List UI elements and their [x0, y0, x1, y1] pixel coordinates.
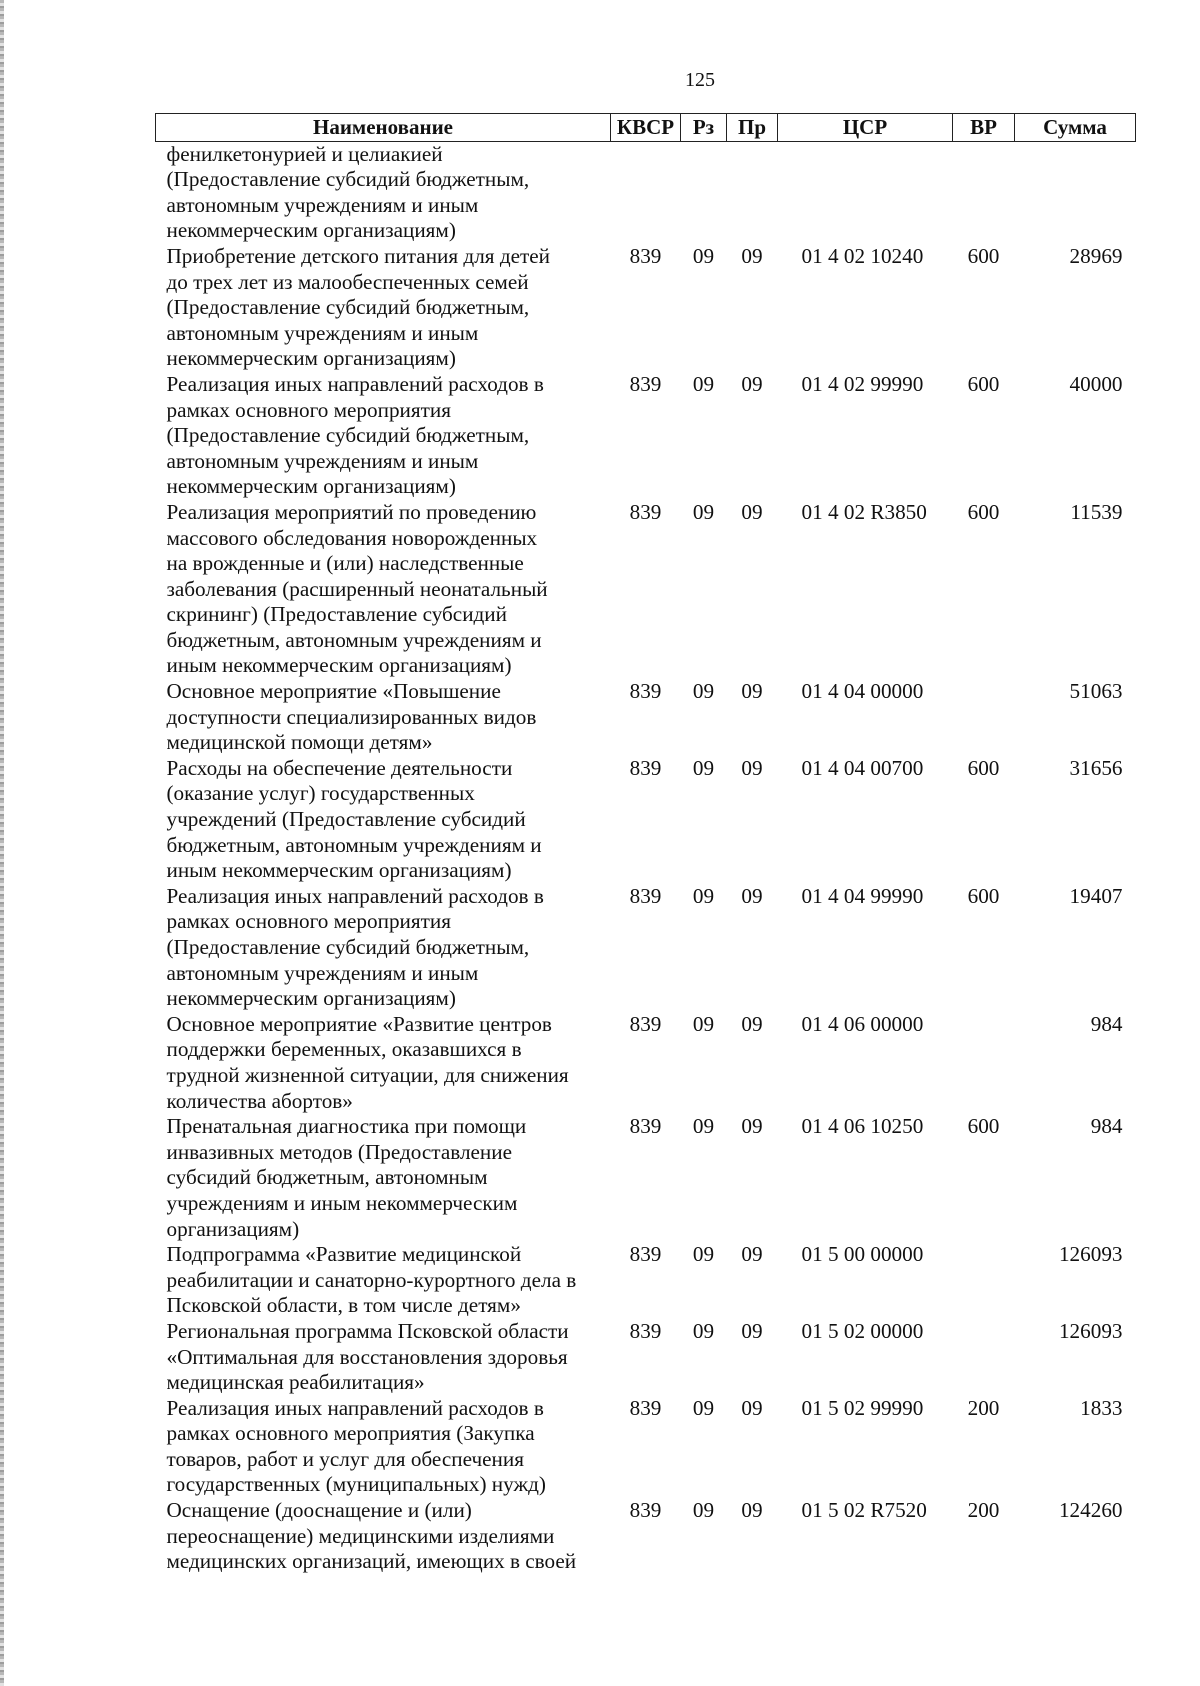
row-pr: 09: [741, 883, 763, 908]
header-kvsr: КВСР: [611, 114, 681, 142]
row-sum: 40000: [1069, 371, 1123, 396]
row-vr: [953, 141, 1015, 244]
row-csr: 01 4 04 00700: [801, 755, 924, 780]
row-pr: 09: [741, 243, 763, 268]
row-kvsr: 839: [629, 1242, 662, 1267]
row-name: Приобретение детского питания для детей до трех лет из малообеспеченных семей (Предоставление субсидий бюджетным, автономным учреждениям и иным некоммерческим организациям): [166, 243, 551, 371]
row-rz: 09: [692, 1242, 715, 1267]
table-row: [156, 244, 1136, 372]
row-csr: 01 5 00 00000: [801, 1242, 924, 1267]
row-csr: 01 4 06 10250: [801, 1114, 924, 1139]
row-name: Основное мероприятие «Повышение доступности специализированных видов медицинской помощи детям»: [166, 679, 537, 755]
row-pr: 09: [741, 1114, 763, 1139]
row-rz: 09: [692, 1114, 715, 1139]
row-pr: 09: [741, 1011, 763, 1036]
row-rz: 09: [692, 1318, 715, 1343]
row-sum: 51063: [1069, 679, 1123, 704]
table-header: [156, 114, 1136, 142]
header-csr: ЦСР: [778, 114, 953, 142]
row-name: Реализация иных направлений расходов в рамках основного мероприятия (Предоставление субсидий бюджетным, автономным учреждениям и иным некоммерческим организациям): [166, 883, 544, 1011]
row-csr: 01 4 04 00000: [801, 679, 924, 704]
header-vr: ВР: [953, 114, 1015, 142]
row-sum: 11539: [1070, 499, 1123, 524]
row-sum: 19407: [1069, 883, 1123, 908]
row-name: Расходы на обеспечение деятельности (оказание услуг) государственных учреждений (Предоставление субсидий бюджетным, автономным учреждениям и иным некоммерческим организациям): [166, 755, 542, 883]
row-rz: 09: [692, 499, 715, 524]
row-vr: 200: [967, 1498, 1000, 1523]
row-kvsr: 839: [629, 1114, 662, 1139]
row-rz: 09: [692, 243, 715, 268]
row-name: Пренатальная диагностика при помощи инвазивных методов (Предоставление субсидий бюджетным, автономным учреждениям и иным некоммерческим организациям): [166, 1114, 527, 1241]
row-kvsr: 839: [629, 499, 662, 524]
budget-table: [155, 113, 1136, 1575]
table-row: [156, 1498, 1136, 1575]
row-sum: 124260: [1058, 1498, 1123, 1523]
row-vr: [953, 1242, 1015, 1319]
row-name: Реализация иных направлений расходов в рамках основного мероприятия (Закупка товаров, работ и услуг для обеспечения государственных (муниципальных) нужд): [166, 1395, 546, 1497]
row-name: Оснащение (дооснащение и (или) переоснащение) медицинскими изделиями медицинских организаций, имеющих в своей: [166, 1498, 577, 1574]
row-kvsr: 839: [629, 755, 662, 780]
row-vr: [953, 1319, 1015, 1396]
table-row: [156, 372, 1136, 500]
row-name: Реализация иных направлений расходов в рамках основного мероприятия (Предоставление субсидий бюджетным, автономным учреждениям и иным некоммерческим организациям): [166, 371, 544, 499]
row-kvsr: 839: [629, 883, 662, 908]
row-pr: 09: [741, 371, 763, 396]
table-row: [156, 1114, 1136, 1242]
table-row: [156, 756, 1136, 884]
row-pr: 09: [741, 679, 763, 704]
row-csr: 01 4 02 R3850: [801, 499, 927, 524]
row-vr: 200: [967, 1395, 1000, 1420]
header-pr: Пр: [727, 114, 778, 142]
row-vr: 600: [967, 883, 1000, 908]
row-rz: 09: [692, 755, 715, 780]
row-kvsr: 839: [629, 243, 662, 268]
row-rz: 09: [692, 1011, 715, 1036]
row-vr: 600: [967, 1114, 1000, 1139]
row-pr: 09: [741, 1242, 763, 1267]
table-row: [156, 141, 1136, 244]
row-csr: 01 4 04 99990: [801, 883, 924, 908]
table-row: [156, 1242, 1136, 1319]
row-vr: [953, 1012, 1015, 1114]
row-sum: [1015, 141, 1136, 244]
row-pr: [727, 141, 778, 244]
header-sum: Сумма: [1015, 114, 1136, 142]
header-rz: Рз: [681, 114, 727, 142]
page-number: 125: [685, 69, 715, 91]
row-kvsr: 839: [629, 1498, 662, 1523]
row-csr: 01 5 02 00000: [801, 1318, 924, 1343]
row-rz: [681, 141, 727, 244]
row-pr: 09: [741, 499, 763, 524]
table-row: [156, 500, 1136, 679]
row-kvsr: 839: [629, 1395, 662, 1420]
row-csr: 01 4 06 00000: [801, 1011, 924, 1036]
header-name: Наименование: [156, 114, 611, 142]
row-vr: 600: [967, 755, 1000, 780]
row-pr: 09: [741, 1498, 763, 1523]
row-sum: 126093: [1058, 1242, 1123, 1267]
row-csr: 01 4 02 10240: [801, 243, 924, 268]
row-rz: 09: [692, 1395, 715, 1420]
row-name: фенилкетонурией и целиакией (Предоставление субсидий бюджетным, автономным учреждениям и иным некоммерческим организациям): [166, 141, 530, 243]
row-kvsr: 839: [629, 679, 662, 704]
table-row: [156, 1319, 1136, 1396]
row-vr: [953, 679, 1015, 756]
row-name: Региональная программа Псковской области «Оптимальная для восстановления здоровья медицинская реабилитация»: [166, 1318, 569, 1395]
row-sum: 126093: [1058, 1318, 1123, 1343]
row-kvsr: 839: [629, 1318, 662, 1343]
row-csr: 01 5 02 99990: [801, 1395, 924, 1420]
table-row: [156, 1396, 1136, 1498]
row-sum: 28969: [1069, 243, 1123, 268]
row-rz: 09: [692, 883, 715, 908]
row-rz: 09: [692, 679, 715, 704]
row-sum: 1833: [1080, 1395, 1123, 1420]
row-kvsr: 839: [629, 1011, 662, 1036]
row-vr: 600: [967, 499, 1000, 524]
row-pr: 09: [741, 1318, 763, 1343]
row-rz: 09: [692, 371, 715, 396]
row-name: Основное мероприятие «Развитие центров поддержки беременных, оказавшихся в трудной жизненной ситуации, для снижения количества абортов»: [166, 1011, 569, 1113]
row-sum: 31656: [1069, 755, 1123, 780]
table-row: [156, 679, 1136, 756]
row-csr: 01 5 02 R7520: [801, 1498, 927, 1523]
table-row: [156, 884, 1136, 1012]
row-name: Подпрограмма «Развитие медицинской реабилитации и санаторно-курортного дела в Псковской области, в том числе детям»: [166, 1242, 577, 1318]
row-csr: 01 4 02 99990: [801, 371, 924, 396]
row-csr: [778, 141, 953, 244]
row-kvsr: [611, 141, 681, 244]
row-vr: 600: [967, 243, 1000, 268]
scan-edge: [0, 0, 4, 1686]
row-sum: 984: [1090, 1114, 1123, 1139]
row-rz: 09: [692, 1498, 715, 1523]
row-pr: 09: [741, 755, 763, 780]
row-sum: 984: [1090, 1011, 1123, 1036]
row-kvsr: 839: [629, 371, 662, 396]
table-body: [156, 141, 1136, 1575]
table-row: [156, 1012, 1136, 1114]
row-pr: 09: [741, 1395, 763, 1420]
row-name: Реализация мероприятий по проведению массового обследования новорожденных на врожденные и (или) наследственные заболевания (расширенный неонатальный скрининг) (Предоставление субсидий бюджетным, автономным учреждениям и иным некоммерческим организациям): [166, 499, 548, 678]
row-vr: 600: [967, 371, 1000, 396]
